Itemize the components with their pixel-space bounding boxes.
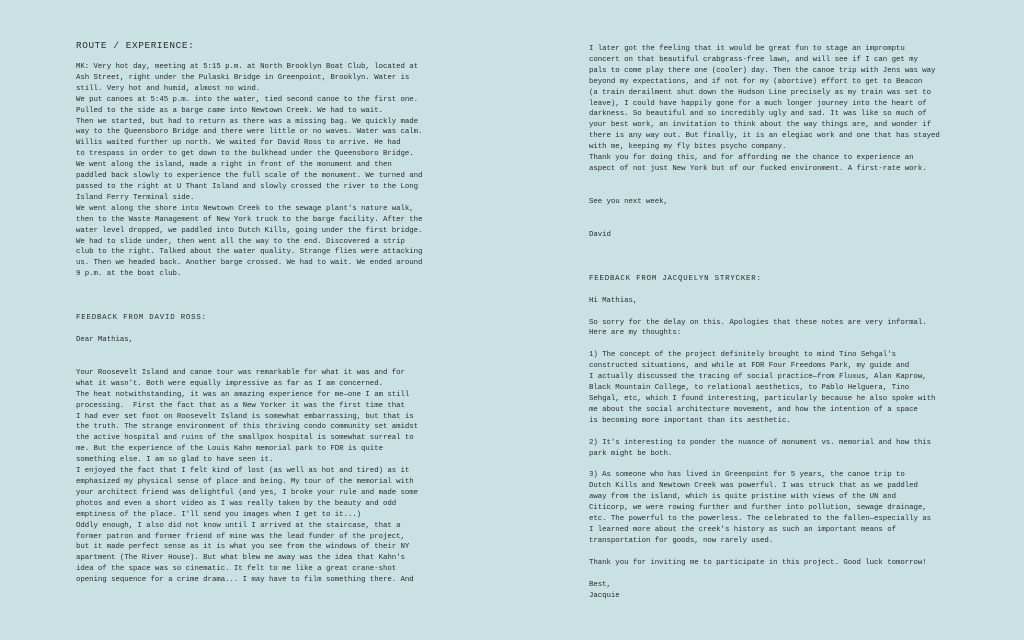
text-line: So sorry for the delay on this. Apologies that these notes are very informal. xyxy=(589,318,927,327)
text-line: We had to slide under, then went all the way to the end. Discovered a strip xyxy=(76,237,405,246)
strycker-best: Best, xyxy=(589,580,611,589)
text-line: Pulled to the side as a barge came into Newtown Creek. We had to wait. xyxy=(76,106,383,115)
ross-signature: David xyxy=(589,230,611,239)
text-line: I later got the feeling that it would be great fun to stage an impromptu xyxy=(589,45,905,53)
text-line: The heat notwithstanding, it was an amazing experience for me—one I am still xyxy=(76,390,410,399)
text-line: us. Then we headed back. Another barge crossed. We had to wait. We ended around xyxy=(76,259,423,268)
strycker-point-2 xyxy=(589,438,967,460)
text-line: me about the social architecture movement, and how the intention of a space xyxy=(589,405,918,414)
text-line: Your Roosevelt Island and canoe tour was remarkable for what it was and for xyxy=(76,368,405,377)
text-line: then to the Waste Management of New York truck to the barge facility. After the xyxy=(76,215,423,224)
text-line: Willis waited further up north. We waited for David Ross to arrive. He had xyxy=(76,139,401,148)
text-line: We went along the shore into Newtown Creek to the sewage plant's nature walk, xyxy=(76,204,414,213)
text-line: We put canoes at 5:45 p.m. into the water, tied second canoe to the first one. xyxy=(76,95,419,104)
text-line: club to the right. Talked about the water quality. Strange flies were attacking xyxy=(76,248,423,257)
strycker-signature: Jacquie xyxy=(589,591,620,600)
text-line: Oddly enough, I also did not know until I arrived at the staircase, that a xyxy=(76,521,401,530)
text-line: is becoming more important than its aesthetic. xyxy=(589,416,791,425)
text-line: former patron and former friend of mine was the lead funder of the project, xyxy=(76,532,405,541)
text-line: transportation for goods, now rarely used. xyxy=(589,536,774,545)
text-line: your architect friend was delightful (and yes, I broke your rule and made some xyxy=(76,488,419,497)
text-line: Thank you for doing this, and for affording me the chance to experience an xyxy=(589,154,914,163)
text-line: Here are my thoughts: xyxy=(589,329,682,338)
text-line: Citicorp, we were rowing further and further into pollution, sewage drainage, xyxy=(589,504,927,513)
ross-see-you: See you next week, xyxy=(589,197,668,206)
text-line: the active hospital and ruins of the smallpox hospital is somewhat surreal to xyxy=(76,434,414,443)
ross-letter-continued xyxy=(589,44,967,175)
text-line: 3) As someone who has lived in Greenpoint for 5 years, the canoe trip to xyxy=(589,471,905,480)
text-line: Island Ferry Terminal side. xyxy=(76,193,195,202)
text-line: paddled back slowly to experience the full scale of the monument. We turned and xyxy=(76,172,423,181)
text-line: 9 p.m. at the boat club. xyxy=(76,270,182,279)
text-line: apartment (The River House). But what blew me away was the idea that Kahn's xyxy=(76,554,405,563)
text-line: there is any way out. But finally, it is an elegiac work and one that has stayed xyxy=(589,132,940,141)
text-line: your best work, an invitation to think about the way things are, and wonder if xyxy=(589,121,932,130)
strycker-intro xyxy=(589,318,967,340)
text-line: away from the island, which is quite pristine with views of the UN and xyxy=(589,493,896,502)
text-line: I enjoyed the fact that I felt kind of lost (as well as hot and tired) as it xyxy=(76,467,410,476)
text-line: photos and even a short video as I was really taken by the beauty and odd xyxy=(76,499,397,508)
right-page xyxy=(589,44,967,602)
text-line: aspect of not just New York but of our fucked environment. A first-rate work. xyxy=(589,164,927,173)
text-line: MK: Very hot day, meeting at 5:15 p.m. at North Brooklyn Boat Club, located at xyxy=(76,63,419,71)
text-line: etc. The powerful to the powerless. The celebrated to the fallen—especially as xyxy=(589,515,932,524)
text-line: Black Mountain College, to relational aesthetics, to Pablo Helguera, Tino xyxy=(589,384,910,393)
ross-letter-text xyxy=(76,368,448,586)
text-line: what it wasn't. Both were equally impressive as far as I am concerned. xyxy=(76,379,383,388)
text-line: emptiness of the place. I'll send you images when I get to it...) xyxy=(76,510,362,519)
text-line: still. Very hot and humid, almost no wind. xyxy=(76,84,261,93)
text-line: I had ever set foot on Roosevelt Island is somewhat embarrassing, but that is xyxy=(76,412,414,421)
text-line: way to the Queensboro Bridge and there were little or no waves. Water was calm. xyxy=(76,128,423,137)
ross-salutation: Dear Mathias, xyxy=(76,336,134,345)
left-page xyxy=(76,40,448,586)
text-line: park might be both. xyxy=(589,449,673,458)
text-line: concert on that beautiful crabgrass-free lawn, and will see if I can get my xyxy=(589,55,918,64)
text-line: 1) The concept of the project definitely brought to mind Tino Sehgal's xyxy=(589,351,896,360)
ross-feedback-heading: FEEDBACK FROM DAVID ROSS: xyxy=(76,314,207,323)
text-line: pals to come play there one (cooler) day. Then the canoe trip with Jens was way xyxy=(589,66,936,75)
text-line: processing. First the fact that as a New Yorker it was the first time that xyxy=(76,401,405,410)
text-line: water level dropped, we paddled into Dutch Kills, going under the first bridge. xyxy=(76,226,423,235)
text-line: but it made perfect sense as it is what you see from the windows of their NY xyxy=(76,543,410,552)
text-line: beyond my expectations, and if not for my (abortive) effort to get to Beacon xyxy=(589,77,923,86)
text-line: with me, keeping my fly bites psycho company. xyxy=(589,143,787,152)
route-text xyxy=(76,62,448,280)
text-line: I learned more about the creek's history as such an important means of xyxy=(589,526,896,534)
strycker-feedback-heading: FEEDBACK FROM JACQUELYN STRYCKER: xyxy=(589,274,762,283)
text-line: the truth. The strange environment of this thriving condo community set amidst xyxy=(76,423,419,432)
text-line: idea of the space was so cinematic. It felt to me like a great crane-shot xyxy=(76,565,397,574)
text-line: something else. I am so glad to have seen it. xyxy=(76,456,274,465)
route-heading: ROUTE / EXPERIENCE: xyxy=(76,40,195,51)
text-line: to trespass in order to get down to the bulkhead under the Queensboro Bridge. xyxy=(76,150,414,159)
text-line: Dutch Kills and Newtown Creek was powerful. I was struck that as we paddled xyxy=(589,482,918,491)
text-line: I actually discussed the tracing of social practice—from Fluxus, Alan Kaprow, xyxy=(589,373,927,382)
text-line: passed to the right at U Thant Island and slowly crossed the river to the Long xyxy=(76,182,419,191)
text-line: We went along the island, made a right in front of the monument and then xyxy=(76,161,392,170)
text-line: emphasized my physical sense of place and being. My tour of the memorial with xyxy=(76,478,414,486)
text-line: Sehgal, etc, which I found interesting, particularly because he also spoke with xyxy=(589,394,936,403)
text-line: Then we started, but had to return as there was a missing bag. We quickly made xyxy=(76,117,419,126)
text-line: 2) It's interesting to ponder the nuance of monument vs. memorial and how this xyxy=(589,438,932,447)
strycker-point-1 xyxy=(589,350,967,426)
text-line: me. But the experience of the Louis Kahn memorial park to FDR is quite xyxy=(76,445,383,454)
text-line: constructed situations, and while at FDR Four Freedoms Park, my guide and xyxy=(589,362,910,371)
strycker-salutation: Hi Mathias, xyxy=(589,296,638,305)
text-line: leave), I could have happily gone for a much longer journey into the heart of xyxy=(589,99,927,108)
text-line: (a train derailment shut down the Hudson Line precisely as my train was set to xyxy=(589,88,932,97)
text-line: opening sequence for a crime drama... I may have to film something there. And xyxy=(76,576,414,585)
text-line: darkness. So beautiful and so incredibly ugly and sad. It was like so much of xyxy=(589,110,927,119)
strycker-thanks: Thank you for inviting me to participate in this project. Good luck tomorrow! xyxy=(589,558,927,567)
strycker-point-3 xyxy=(589,470,967,546)
text-line: Ash Street, right under the Pulaski Bridge in Greenpoint, Brooklyn. Water is xyxy=(76,73,410,82)
